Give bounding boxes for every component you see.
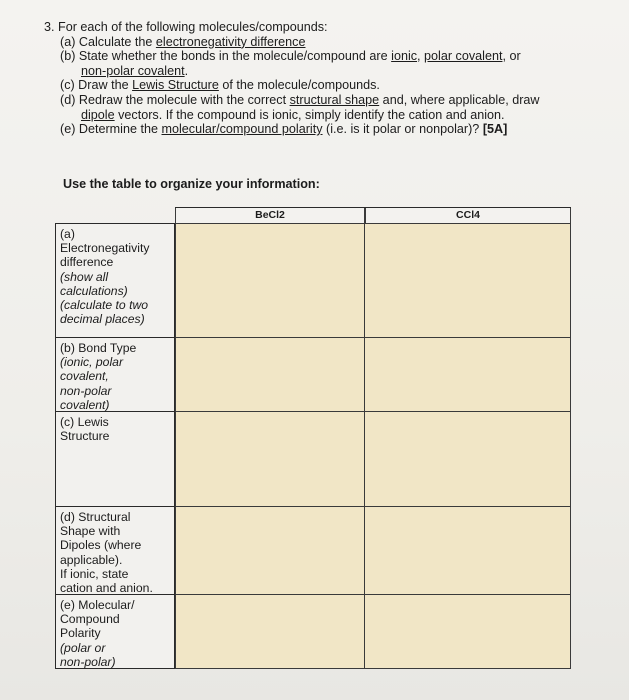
- cell-ccl4-bond-type[interactable]: [365, 338, 571, 412]
- part-c: (c) Draw the Lewis Structure of the molecule/compounds.: [60, 78, 380, 93]
- table-row: [55, 223, 571, 338]
- cell-ccl4-electronegativity[interactable]: [365, 223, 571, 338]
- cell-ccl4-polarity[interactable]: [365, 595, 571, 669]
- part-b: (b) State whether the bonds in the molecule/compound are ionic, polar covalent, or non-polar covalent.: [60, 49, 521, 78]
- cell-ccl4-structural-shape[interactable]: [365, 507, 571, 595]
- table-row: [55, 338, 571, 412]
- cell-becl2-bond-type[interactable]: [175, 338, 365, 412]
- row-label-structural-shape: (d) Structural Shape with Dipoles (where applicable). If ionic, state cation and anion.: [55, 507, 175, 595]
- header-becl2: BeCl2: [175, 208, 365, 224]
- cell-ccl4-lewis-structure[interactable]: [365, 412, 571, 507]
- cell-becl2-structural-shape[interactable]: [175, 507, 365, 595]
- table-row: [55, 507, 571, 595]
- table-header: [175, 207, 571, 224]
- part-a: (a) Calculate the electronegativity difference: [60, 34, 306, 49]
- table-row: [55, 412, 571, 507]
- row-label-polarity: (e) Molecular/ Compound Polarity (polar or non-polar): [55, 595, 175, 669]
- table-row: [55, 595, 571, 669]
- row-label-lewis-structure: (c) Lewis Structure: [55, 412, 175, 507]
- part-e: (e) Determine the molecular/compound polarity (i.e. is it polar or nonpolar)? [5A]: [60, 122, 508, 137]
- header-ccl4: CCl4: [365, 208, 571, 224]
- cell-becl2-lewis-structure[interactable]: [175, 412, 365, 507]
- cell-becl2-polarity[interactable]: [175, 595, 365, 669]
- table-instruction: Use the table to organize your information:: [63, 177, 320, 191]
- row-label-bond-type: (b) Bond Type (ionic, polar covalent, non-polar covalent): [55, 338, 175, 412]
- row-label-electronegativity: (a) Electronegativity difference (show all calculations) (calculate to two decimal places): [55, 223, 175, 338]
- question-3: [44, 20, 614, 137]
- question-title: 3. For each of the following molecules/compounds:: [44, 20, 328, 34]
- cell-becl2-electronegativity[interactable]: [175, 223, 365, 338]
- electronegativity-link: electronegativity difference: [155, 34, 306, 49]
- part-d: (d) Redraw the molecule with the correct structural shape and, where applicable, draw dipole vectors. If the compound is ionic, simply identify the cation and anion.: [60, 92, 540, 122]
